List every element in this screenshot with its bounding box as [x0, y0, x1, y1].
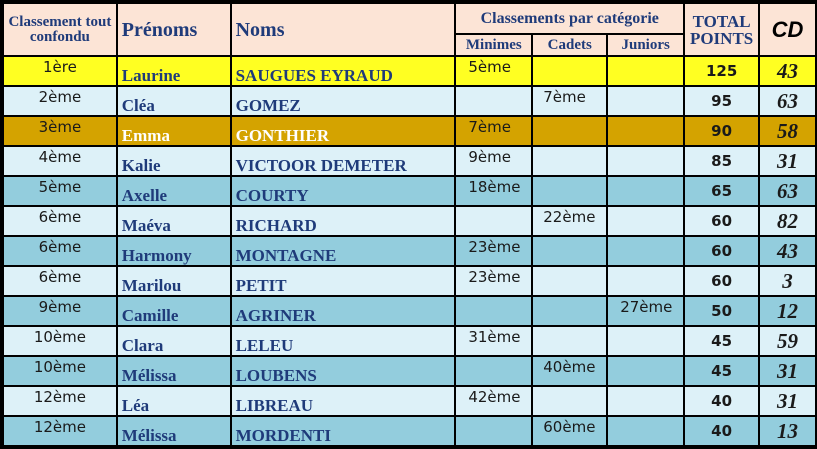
nom-cell: COURTY — [231, 176, 456, 206]
total-points-cell: 45 — [684, 326, 759, 356]
table-row — [3, 326, 816, 356]
cd-cell: 31 — [759, 386, 816, 416]
cadets-cell: 60ème — [532, 416, 607, 446]
cd-cell: 58 — [759, 116, 816, 146]
rank-cell: 2ème — [3, 86, 117, 116]
total-points-cell: 40 — [684, 386, 759, 416]
table-row — [3, 146, 816, 176]
rank-cell: 10ème — [3, 356, 117, 386]
nom-cell: AGRINER — [231, 296, 456, 326]
prenom-cell: Mélissa — [117, 416, 231, 446]
header-classement: Classement tout confondu — [3, 3, 117, 56]
juniors-cell — [607, 266, 684, 296]
minimes-cell — [455, 206, 532, 236]
cd-cell: 63 — [759, 176, 816, 206]
table-row — [3, 386, 816, 416]
cadets-cell — [532, 56, 607, 86]
nom-cell: SAUGUES EYRAUD — [231, 56, 456, 86]
cd-cell: 31 — [759, 146, 816, 176]
juniors-cell — [607, 86, 684, 116]
cadets-cell: 7ème — [532, 86, 607, 116]
total-points-cell: 50 — [684, 296, 759, 326]
juniors-cell — [607, 236, 684, 266]
cadets-cell — [532, 296, 607, 326]
rank-cell: 3ème — [3, 116, 117, 146]
juniors-cell — [607, 146, 684, 176]
rank-cell: 9ème — [3, 296, 117, 326]
total-points-cell: 90 — [684, 116, 759, 146]
total-points-cell: 45 — [684, 356, 759, 386]
nom-cell: LOUBENS — [231, 356, 456, 386]
cadets-cell — [532, 116, 607, 146]
nom-cell: LIBREAU — [231, 386, 456, 416]
juniors-cell — [607, 416, 684, 446]
cadets-cell — [532, 386, 607, 416]
prenom-cell: Emma — [117, 116, 231, 146]
table-row — [3, 86, 816, 116]
minimes-cell: 23ème — [455, 236, 532, 266]
prenom-cell: Cléa — [117, 86, 231, 116]
rank-cell: 6ème — [3, 236, 117, 266]
header-noms: Noms — [231, 3, 456, 56]
cd-cell: 43 — [759, 236, 816, 266]
cd-cell: 3 — [759, 266, 816, 296]
minimes-cell: 42ème — [455, 386, 532, 416]
rank-cell: 5ème — [3, 176, 117, 206]
header-cadets: Cadets — [532, 34, 607, 56]
table-row — [3, 206, 816, 236]
cadets-cell — [532, 236, 607, 266]
table-row — [3, 116, 816, 146]
table-row — [3, 236, 816, 266]
cd-cell: 13 — [759, 416, 816, 446]
prenom-cell: Mélissa — [117, 356, 231, 386]
total-points-cell: 125 — [684, 56, 759, 86]
rank-cell: 12ème — [3, 386, 117, 416]
cadets-cell — [532, 326, 607, 356]
minimes-cell — [455, 356, 532, 386]
minimes-cell: 18ème — [455, 176, 532, 206]
table-row — [3, 296, 816, 326]
nom-cell: GONTHIER — [231, 116, 456, 146]
prenom-cell: Maéva — [117, 206, 231, 236]
prenom-cell: Axelle — [117, 176, 231, 206]
cd-cell: 31 — [759, 356, 816, 386]
juniors-cell — [607, 356, 684, 386]
total-points-cell: 60 — [684, 206, 759, 236]
prenom-cell: Laurine — [117, 56, 231, 86]
total-points-cell: 95 — [684, 86, 759, 116]
cadets-cell — [532, 266, 607, 296]
table-row — [3, 176, 816, 206]
nom-cell: GOMEZ — [231, 86, 456, 116]
cadets-cell — [532, 176, 607, 206]
rank-cell: 4ème — [3, 146, 117, 176]
juniors-cell — [607, 386, 684, 416]
ranking-table — [2, 2, 817, 447]
table-row — [3, 56, 816, 86]
juniors-cell — [607, 206, 684, 236]
cadets-cell: 40ème — [532, 356, 607, 386]
header-total-points: TOTAL POINTS — [684, 3, 759, 56]
cd-cell: 12 — [759, 296, 816, 326]
nom-cell: MORDENTI — [231, 416, 456, 446]
header-cd: CD — [759, 3, 816, 56]
prenom-cell: Kalie — [117, 146, 231, 176]
minimes-cell: 31ème — [455, 326, 532, 356]
juniors-cell — [607, 176, 684, 206]
prenom-cell: Harmony — [117, 236, 231, 266]
total-points-cell: 60 — [684, 266, 759, 296]
nom-cell: PETIT — [231, 266, 456, 296]
prenom-cell: Camille — [117, 296, 231, 326]
prenom-cell: Léa — [117, 386, 231, 416]
table-row — [3, 416, 816, 446]
cd-cell: 63 — [759, 86, 816, 116]
nom-cell: VICTOOR DEMETER — [231, 146, 456, 176]
prenom-cell: Marilou — [117, 266, 231, 296]
header-minimes: Minimes — [455, 34, 532, 56]
total-points-cell: 65 — [684, 176, 759, 206]
prenom-cell: Clara — [117, 326, 231, 356]
rank-cell: 6ème — [3, 266, 117, 296]
juniors-cell — [607, 56, 684, 86]
cadets-cell — [532, 146, 607, 176]
total-points-cell: 85 — [684, 146, 759, 176]
nom-cell: MONTAGNE — [231, 236, 456, 266]
rank-cell: 1ère — [3, 56, 117, 86]
minimes-cell: 5ème — [455, 56, 532, 86]
rank-cell: 6ème — [3, 206, 117, 236]
rank-cell: 10ème — [3, 326, 117, 356]
table-row — [3, 266, 816, 296]
rank-cell: 12ème — [3, 416, 117, 446]
juniors-cell — [607, 326, 684, 356]
juniors-cell — [607, 116, 684, 146]
minimes-cell — [455, 416, 532, 446]
nom-cell: RICHARD — [231, 206, 456, 236]
cd-cell: 43 — [759, 56, 816, 86]
table-row — [3, 356, 816, 386]
minimes-cell: 23ème — [455, 266, 532, 296]
total-points-cell: 40 — [684, 416, 759, 446]
cadets-cell: 22ème — [532, 206, 607, 236]
cd-cell: 82 — [759, 206, 816, 236]
juniors-cell: 27ème — [607, 296, 684, 326]
minimes-cell: 9ème — [455, 146, 532, 176]
nom-cell: LELEU — [231, 326, 456, 356]
minimes-cell — [455, 86, 532, 116]
header-juniors: Juniors — [607, 34, 684, 56]
cd-cell: 59 — [759, 326, 816, 356]
header-categories: Classements par catégorie — [455, 3, 684, 34]
minimes-cell: 7ème — [455, 116, 532, 146]
total-points-cell: 60 — [684, 236, 759, 266]
minimes-cell — [455, 296, 532, 326]
header-prenoms: Prénoms — [117, 3, 231, 56]
